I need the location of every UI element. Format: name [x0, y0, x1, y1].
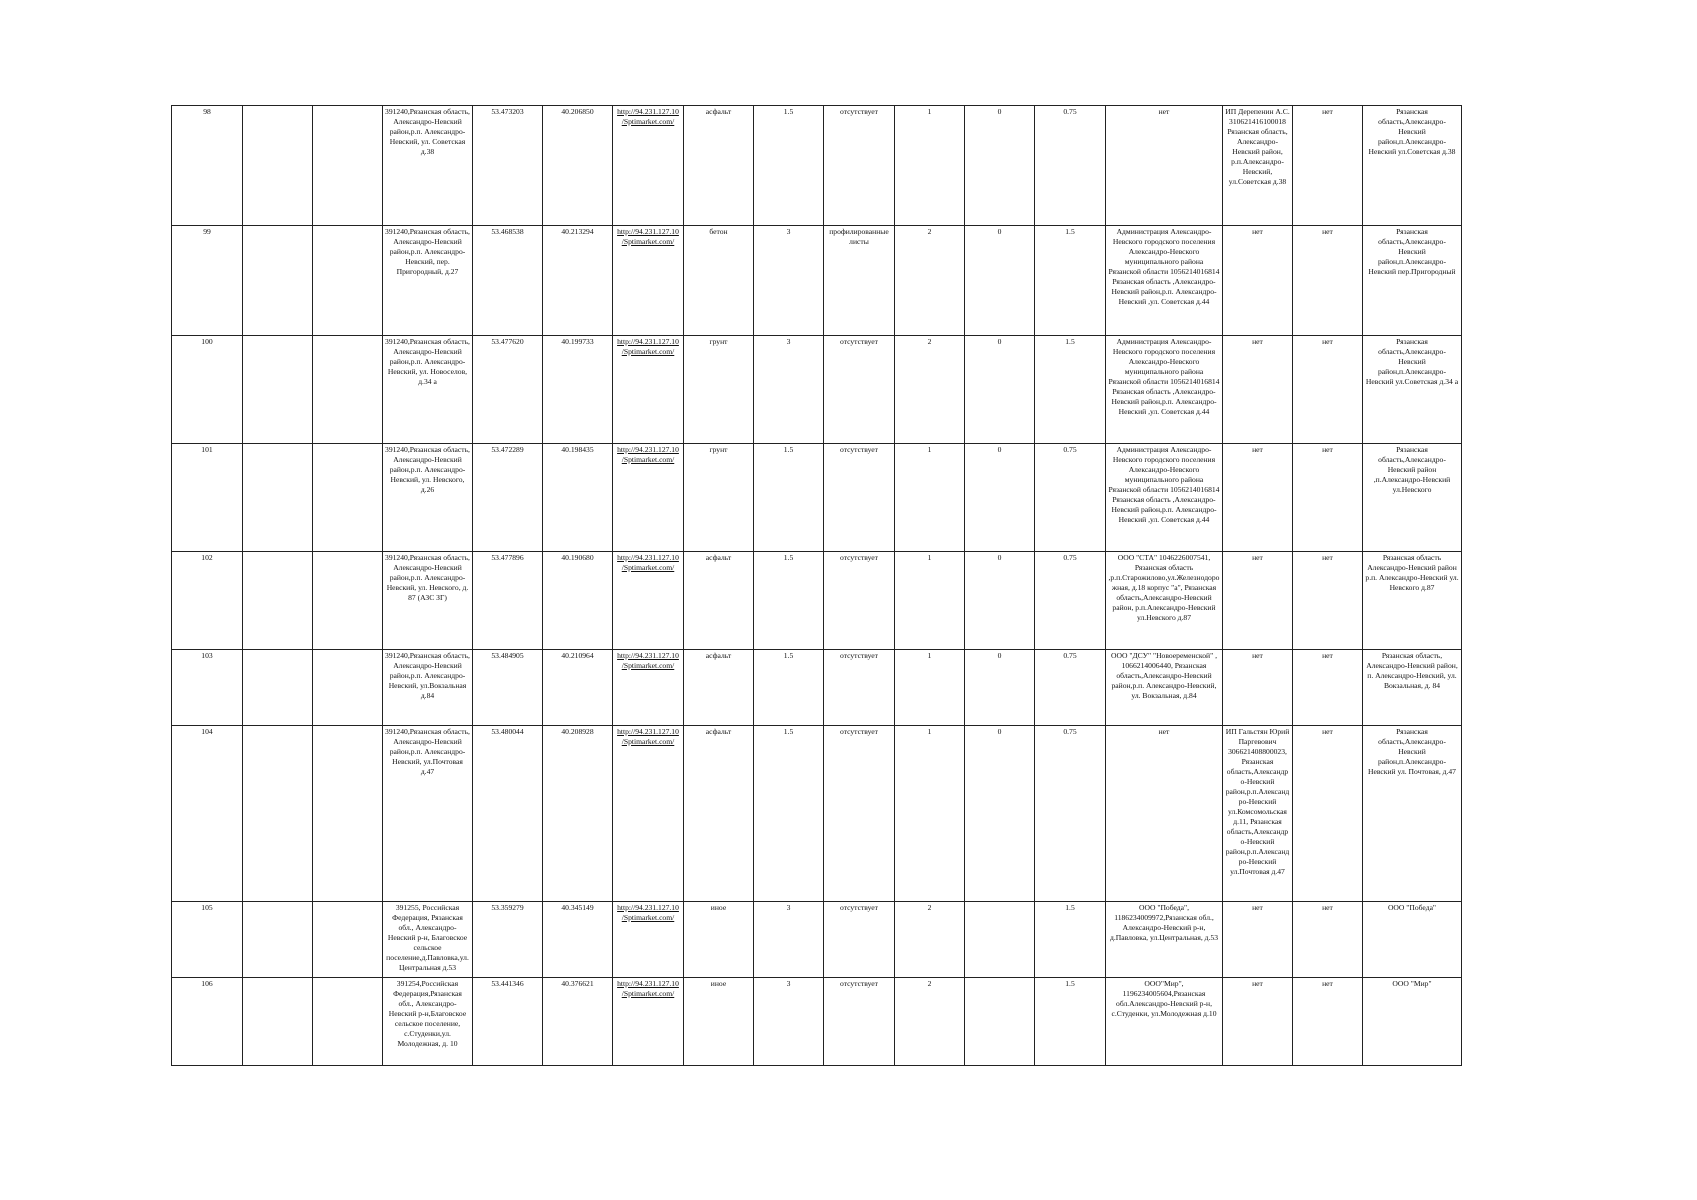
latitude-cell: 53.359279	[473, 902, 543, 978]
fence-cell: отсутствует	[824, 726, 895, 902]
blank-cell	[243, 902, 313, 978]
latitude-cell: 53.441346	[473, 978, 543, 1066]
volume-cell: 1.5	[1035, 226, 1106, 336]
containers-count-cell: 1	[895, 726, 965, 902]
volume-cell: 1.5	[1035, 336, 1106, 444]
source-cell: Рязанская область,Александро-Невский район ,п.Александро-Невский ул.Невского	[1363, 444, 1462, 552]
area-cell: 1.5	[754, 650, 824, 726]
containers-count-cell: 1	[895, 552, 965, 650]
status-cell: нет	[1293, 726, 1363, 902]
table-row	[172, 552, 1462, 650]
fence-cell: отсутствует	[824, 650, 895, 726]
zero-cell: 0	[965, 226, 1035, 336]
longitude-cell: 40.376621	[543, 978, 613, 1066]
table-row	[172, 226, 1462, 336]
status-cell: нет	[1293, 444, 1363, 552]
source-cell: ООО "Победа"	[1363, 902, 1462, 978]
table-row	[172, 978, 1462, 1066]
address-cell: 391240,Рязанская область, Александро-Невский район,р.п. Александро-Невский, пер. Пригородный, д.27	[383, 226, 473, 336]
longitude-cell: 40.345149	[543, 902, 613, 978]
fence-cell: отсутствует	[824, 336, 895, 444]
zero-cell: 0	[965, 336, 1035, 444]
latitude-cell: 53.484905	[473, 650, 543, 726]
blank-cell	[313, 650, 383, 726]
blank-cell	[313, 226, 383, 336]
fence-cell: отсутствует	[824, 978, 895, 1066]
entrepreneur-cell: нет	[1223, 650, 1293, 726]
status-cell: нет	[1293, 336, 1363, 444]
surface-cell: асфальт	[684, 106, 754, 226]
blank-cell	[313, 552, 383, 650]
surface-cell: асфальт	[684, 650, 754, 726]
link-url-part2[interactable]: /Sptimarket.com/	[621, 117, 675, 126]
row-number: 100	[172, 336, 243, 444]
link-url-part1[interactable]: http://94.231.127.10	[617, 727, 679, 736]
volume-cell: 0.75	[1035, 650, 1106, 726]
containers-count-cell: 1	[895, 106, 965, 226]
surface-cell: иное	[684, 978, 754, 1066]
containers-count-cell: 1	[895, 444, 965, 552]
containers-count-cell: 2	[895, 978, 965, 1066]
entrepreneur-cell: нет	[1223, 444, 1293, 552]
address-cell: 391240,Рязанская область, Александро-Невский район,р.п. Александро-Невский, ул. Невского, д. 87 (АЗС ЗГ)	[383, 552, 473, 650]
address-cell: 391255, Российская Федерация, Рязанская обл., Александро-Невский р-н, Благовское сельское поселение,д.Павловка,ул. Центральная д.53	[383, 902, 473, 978]
link-cell[interactable]	[613, 336, 684, 444]
status-cell: нет	[1293, 106, 1363, 226]
latitude-cell: 53.468538	[473, 226, 543, 336]
link-url-part1[interactable]: http://94.231.127.10	[617, 553, 679, 562]
latitude-cell: 53.480044	[473, 726, 543, 902]
link-url-part2[interactable]: /Sptimarket.com/	[621, 563, 675, 572]
link-cell[interactable]	[613, 106, 684, 226]
link-cell[interactable]	[613, 650, 684, 726]
table-row	[172, 650, 1462, 726]
volume-cell: 1.5	[1035, 902, 1106, 978]
row-number: 104	[172, 726, 243, 902]
zero-cell	[965, 902, 1035, 978]
containers-count-cell: 2	[895, 336, 965, 444]
volume-cell: 0.75	[1035, 444, 1106, 552]
owner-cell: ООО "Победа", 1186234009972,Рязанская обл., Александро-Невский р-н, д.Павловка, ул.Центральная, д.53	[1106, 902, 1223, 978]
zero-cell: 0	[965, 106, 1035, 226]
source-cell: Рязанская область,Александро-Невский район,п.Александро-Невский ул. Почтовая, д.47	[1363, 726, 1462, 902]
blank-cell	[243, 444, 313, 552]
blank-cell	[313, 726, 383, 902]
blank-cell	[243, 106, 313, 226]
address-cell: 391240,Рязанская область, Александро-Невский район,р.п. Александро-Невский, ул. Новоселов, д.34 а	[383, 336, 473, 444]
blank-cell	[313, 106, 383, 226]
area-cell: 1.5	[754, 444, 824, 552]
link-cell[interactable]	[613, 226, 684, 336]
source-cell: Рязанская область,Александро-Невский район,п.Александро-Невский ул.Советская д.34 а	[1363, 336, 1462, 444]
blank-cell	[243, 650, 313, 726]
longitude-cell: 40.206850	[543, 106, 613, 226]
registry-table	[171, 105, 1462, 1066]
entrepreneur-cell: нет	[1223, 552, 1293, 650]
status-cell: нет	[1293, 552, 1363, 650]
owner-cell: ООО"Мир", 1196234005604,Рязанская обл.Александро-Невский р-н, с.Студенки, ул.Молодежная д.10	[1106, 978, 1223, 1066]
link-cell[interactable]	[613, 552, 684, 650]
zero-cell: 0	[965, 726, 1035, 902]
link-url-part1[interactable]: http://94.231.127.10	[617, 903, 679, 912]
link-url-part2[interactable]: /Sptimarket.com/	[621, 737, 675, 746]
fence-cell: отсутствует	[824, 902, 895, 978]
address-cell: 391240,Рязанская область, Александро-Невский район,р.п. Александро-Невский, ул. Невского, д.26	[383, 444, 473, 552]
volume-cell: 0.75	[1035, 106, 1106, 226]
owner-cell: нет	[1106, 106, 1223, 226]
status-cell: нет	[1293, 902, 1363, 978]
owner-cell: Администрация Александро-Невского городского поселения Александро-Невского муниципального района Рязанской области 1056214016814 Рязанская область ,Александро-Невский район,р.п. Александро-Невский ,ул. Советская д.44	[1106, 226, 1223, 336]
link-url-part2[interactable]: /Sptimarket.com/	[621, 913, 675, 922]
latitude-cell: 53.473203	[473, 106, 543, 226]
source-cell: Рязанская область,Александро-Невский район,п.Александро-Невский ул.Советская д.38	[1363, 106, 1462, 226]
surface-cell: асфальт	[684, 726, 754, 902]
link-url-part1[interactable]: http://94.231.127.10	[617, 337, 679, 346]
table-row	[172, 902, 1462, 978]
longitude-cell: 40.190680	[543, 552, 613, 650]
entrepreneur-cell: нет	[1223, 978, 1293, 1066]
surface-cell: грунт	[684, 336, 754, 444]
link-url-part1[interactable]: http://94.231.127.10	[617, 979, 679, 988]
address-cell: 391254,Российская Федерация,Рязанская обл., Александро-Невский р-н,Благовское сельское поселение, с.Студенки,ул. Молодежная, д. 10	[383, 978, 473, 1066]
area-cell: 3	[754, 336, 824, 444]
blank-cell	[313, 978, 383, 1066]
link-url-part1[interactable]: http://94.231.127.10	[617, 651, 679, 660]
area-cell: 3	[754, 902, 824, 978]
longitude-cell: 40.199733	[543, 336, 613, 444]
zero-cell: 0	[965, 552, 1035, 650]
blank-cell	[313, 444, 383, 552]
link-cell[interactable]	[613, 902, 684, 978]
source-cell: ООО "Мир"	[1363, 978, 1462, 1066]
link-url-part1[interactable]: http://94.231.127.10	[617, 227, 679, 236]
fence-cell: отсутствует	[824, 106, 895, 226]
entrepreneur-cell: нет	[1223, 336, 1293, 444]
owner-cell: Администрация Александро-Невского городского поселения Александро-Невского муниципального района Рязанской области 1056214016814 Рязанская область ,Александро-Невский район,р.п. Александро-Невский ,ул. Советская д.44	[1106, 336, 1223, 444]
area-cell: 3	[754, 978, 824, 1066]
entrepreneur-cell: ИП Дерепенин А.С. 310621416100018 Рязанская область, Александро-Невский район, р.п.Александро-Невский, ул.Советская д.38	[1223, 106, 1293, 226]
link-cell[interactable]	[613, 444, 684, 552]
blank-cell	[243, 726, 313, 902]
source-cell: Рязанская область, Александро-Невский район, п. Александро-Невский, ул. Вокзальная, д. 84	[1363, 650, 1462, 726]
address-cell: 391240,Рязанская область, Александро-Невский район,р.п. Александро-Невский, ул. Советская д.38	[383, 106, 473, 226]
row-number: 101	[172, 444, 243, 552]
surface-cell: бетон	[684, 226, 754, 336]
link-url-part1[interactable]: http://94.231.127.10	[617, 107, 679, 116]
owner-cell: Администрация Александро-Невского городского поселения Александро-Невского муниципального района Рязанской области 1056214016814 Рязанская область ,Александро-Невский район,р.п. Александро-Невский ,ул. Советская д.44	[1106, 444, 1223, 552]
link-url-part1[interactable]: http://94.231.127.10	[617, 445, 679, 454]
row-number: 102	[172, 552, 243, 650]
owner-cell: нет	[1106, 726, 1223, 902]
longitude-cell: 40.198435	[543, 444, 613, 552]
longitude-cell: 40.213294	[543, 226, 613, 336]
volume-cell: 1.5	[1035, 978, 1106, 1066]
longitude-cell: 40.208928	[543, 726, 613, 902]
address-cell: 391240,Рязанская область, Александро-Невский район,р.п. Александро-Невский, ул.Почтовая д.47	[383, 726, 473, 902]
containers-count-cell: 1	[895, 650, 965, 726]
surface-cell: грунт	[684, 444, 754, 552]
zero-cell	[965, 978, 1035, 1066]
source-cell: Рязанская область Александро-Невский район р.п. Александро-Невский ул. Невского д.87	[1363, 552, 1462, 650]
zero-cell: 0	[965, 444, 1035, 552]
fence-cell: отсутствует	[824, 552, 895, 650]
link-url-part2[interactable]: /Sptimarket.com/	[621, 347, 675, 356]
volume-cell: 0.75	[1035, 552, 1106, 650]
blank-cell	[313, 336, 383, 444]
area-cell: 1.5	[754, 106, 824, 226]
link-cell[interactable]	[613, 978, 684, 1066]
blank-cell	[243, 552, 313, 650]
status-cell: нет	[1293, 650, 1363, 726]
row-number: 103	[172, 650, 243, 726]
table-row	[172, 444, 1462, 552]
row-number: 99	[172, 226, 243, 336]
link-cell[interactable]	[613, 726, 684, 902]
link-url-part2[interactable]: /Sptimarket.com/	[621, 237, 675, 246]
table-row	[172, 106, 1462, 226]
blank-cell	[243, 978, 313, 1066]
area-cell: 1.5	[754, 726, 824, 902]
fence-cell: профилированные листы	[824, 226, 895, 336]
area-cell: 1.5	[754, 552, 824, 650]
owner-cell: ООО "ДСУ" "Новоеременской" , 1066214006440, Рязанская область,Александро-Невский район,р.п. Александро-Невский, ул. Вокзальная, д.84	[1106, 650, 1223, 726]
blank-cell	[243, 336, 313, 444]
link-url-part2[interactable]: /Sptimarket.com/	[621, 455, 675, 464]
table-row	[172, 336, 1462, 444]
entrepreneur-cell: нет	[1223, 902, 1293, 978]
row-number: 105	[172, 902, 243, 978]
status-cell: нет	[1293, 978, 1363, 1066]
entrepreneur-cell: ИП Гальстян Юрий Паргевович 306621408800023, Рязанская область,Александро-Невский район,р.п.Александро-Невский ул.Комсомольская д.11, Рязанская область,Александро-Невский район,р.п.Александро-Невский ул.Почтовая д.47	[1223, 726, 1293, 902]
longitude-cell: 40.210964	[543, 650, 613, 726]
link-url-part2[interactable]: /Sptimarket.com/	[621, 661, 675, 670]
surface-cell: иное	[684, 902, 754, 978]
blank-cell	[243, 226, 313, 336]
entrepreneur-cell: нет	[1223, 226, 1293, 336]
address-cell: 391240,Рязанская область, Александро-Невский район,р.п. Александро-Невский, ул.Вокзальная д.84	[383, 650, 473, 726]
owner-cell: ООО "СТА" 1046226007541, Рязанская область ,р.п.Старожилово,ул.Железнодорожная, д.18 корпус "а", Рязанская область,Александро-Невский район, р.п.Александро-Невский ул.Невского д.87	[1106, 552, 1223, 650]
surface-cell: асфальт	[684, 552, 754, 650]
latitude-cell: 53.477896	[473, 552, 543, 650]
volume-cell: 0.75	[1035, 726, 1106, 902]
fence-cell: отсутствует	[824, 444, 895, 552]
row-number: 98	[172, 106, 243, 226]
area-cell: 3	[754, 226, 824, 336]
containers-count-cell: 2	[895, 226, 965, 336]
source-cell: Рязанская область,Александро-Невский район,п.Александро-Невский пер.Пригородный	[1363, 226, 1462, 336]
table-row	[172, 726, 1462, 902]
status-cell: нет	[1293, 226, 1363, 336]
zero-cell: 0	[965, 650, 1035, 726]
latitude-cell: 53.472289	[473, 444, 543, 552]
latitude-cell: 53.477620	[473, 336, 543, 444]
containers-count-cell: 2	[895, 902, 965, 978]
link-url-part2[interactable]: /Sptimarket.com/	[621, 989, 675, 998]
blank-cell	[313, 902, 383, 978]
row-number: 106	[172, 978, 243, 1066]
